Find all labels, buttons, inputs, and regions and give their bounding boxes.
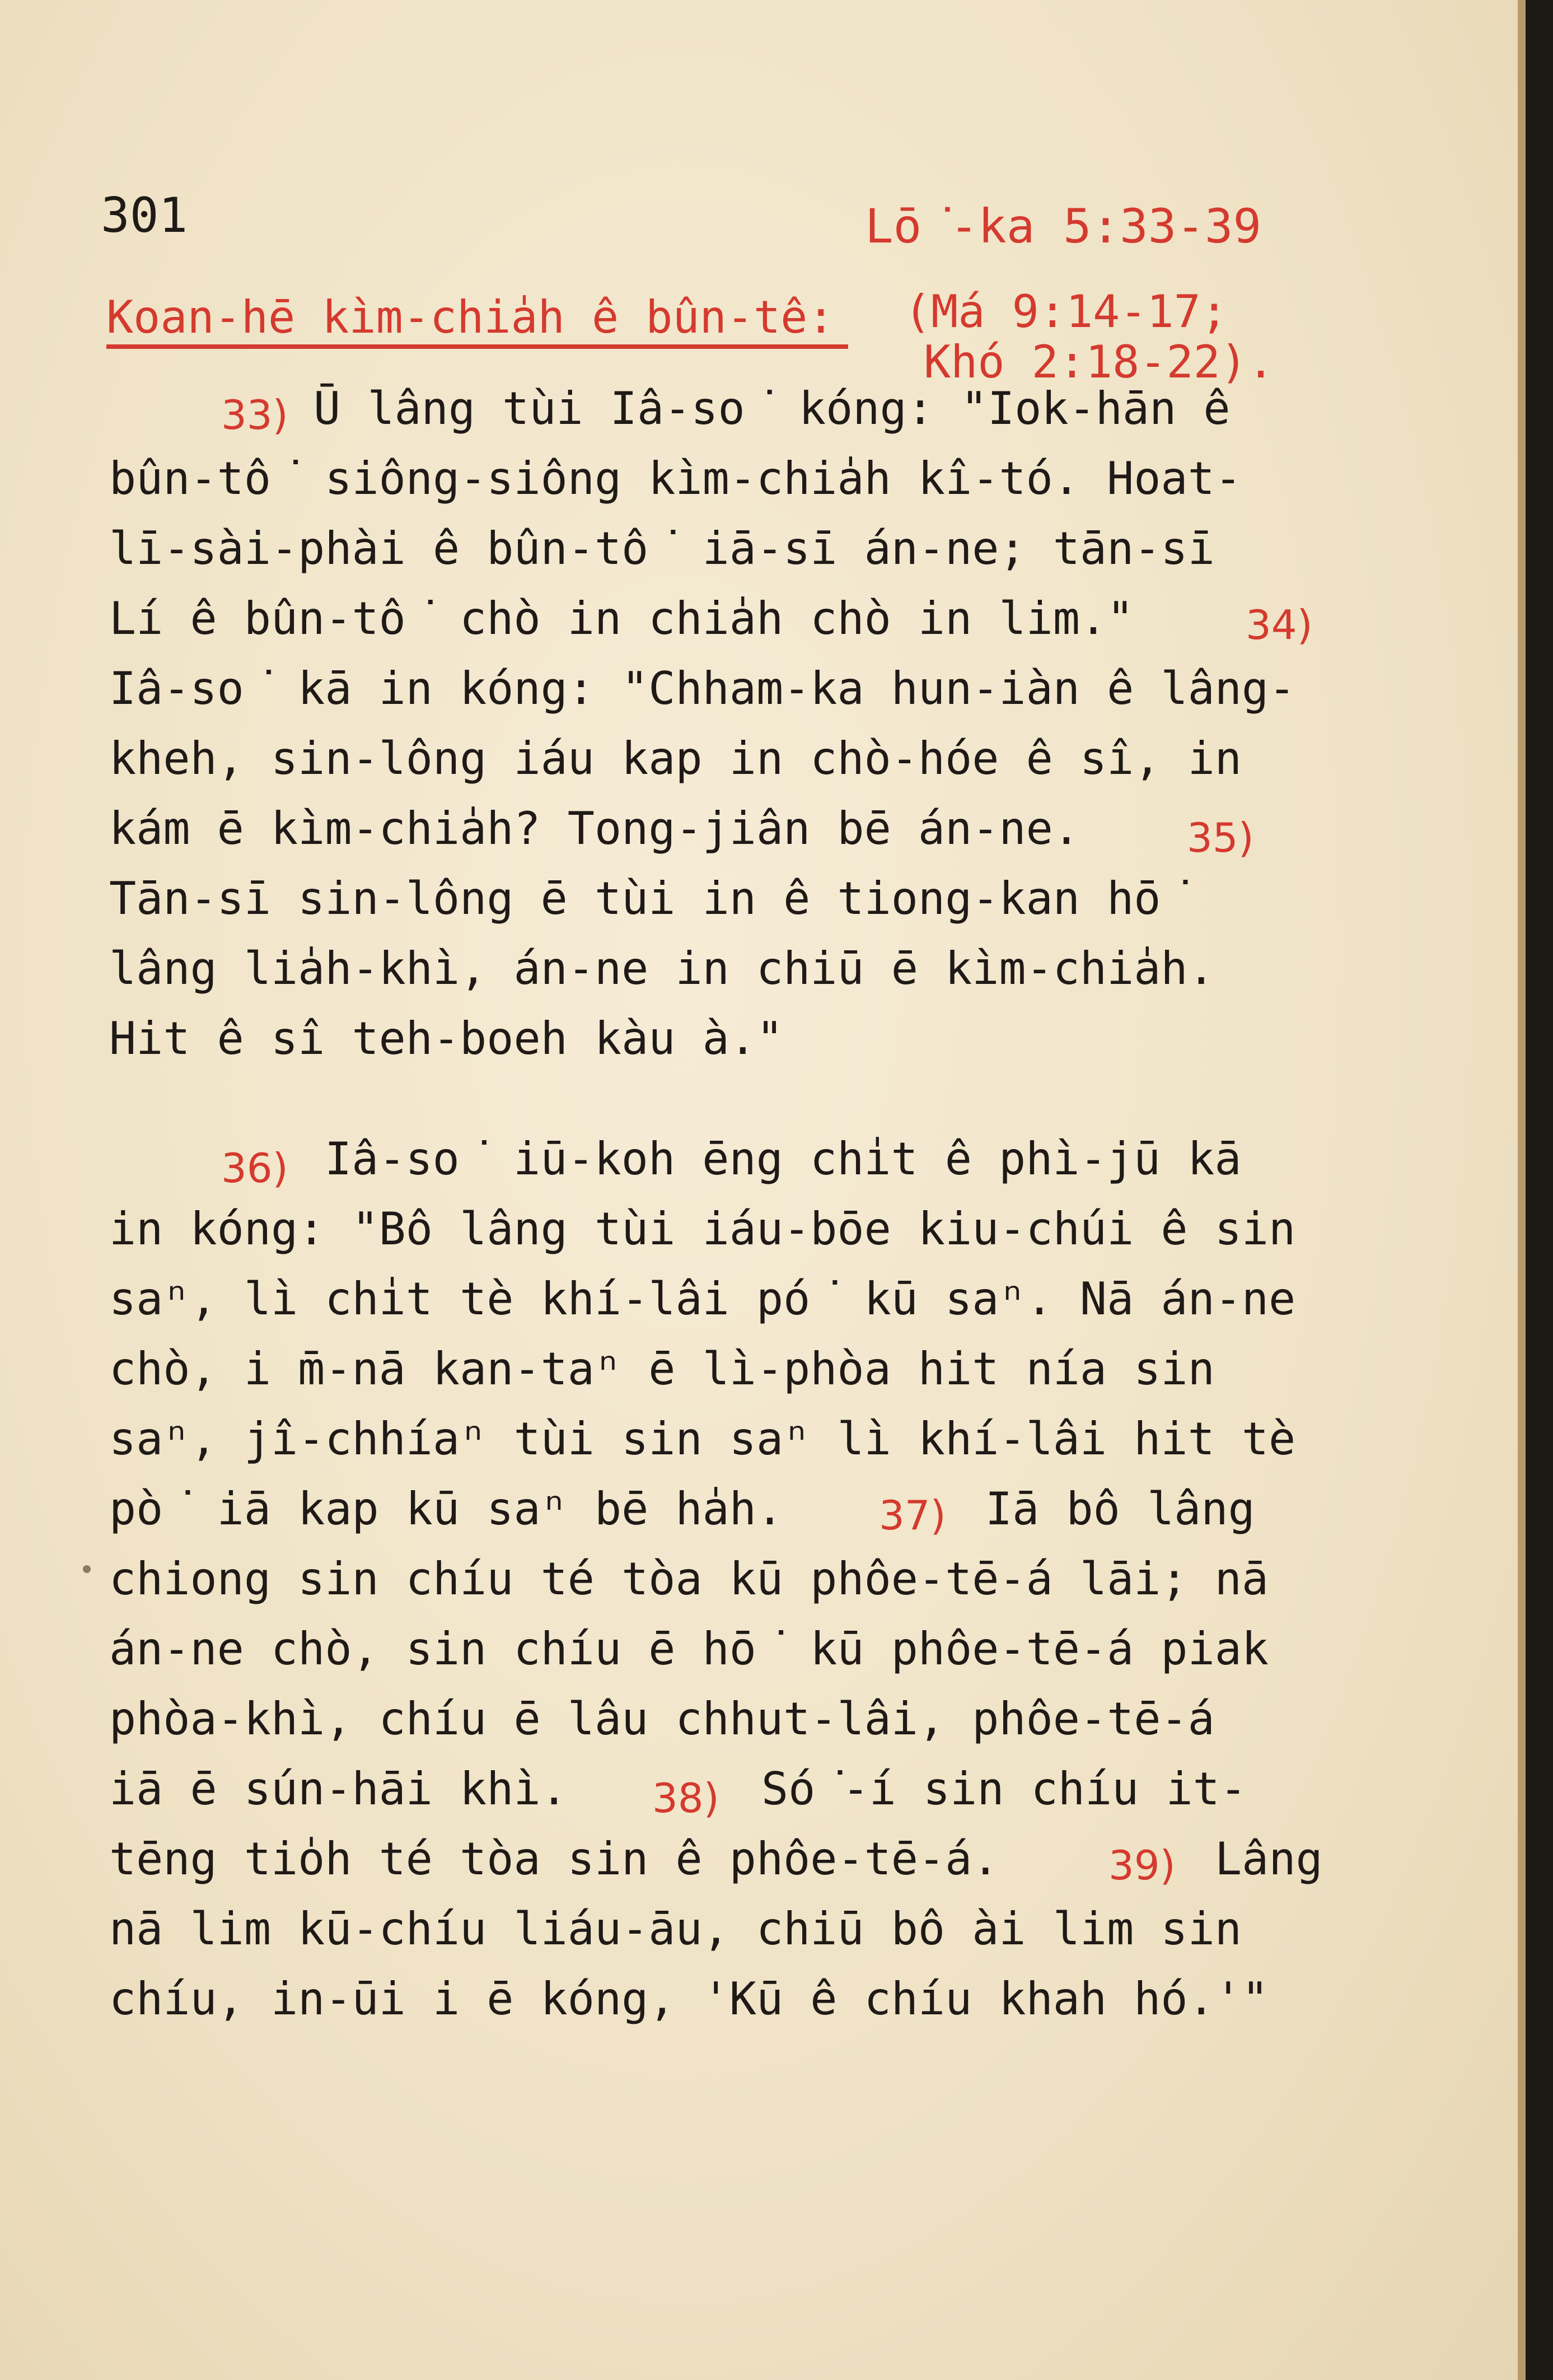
text-line: phòa-khì, chíu ē lâu chhut-lâi, phôe-tē-á xyxy=(109,1693,1215,1745)
text-line: Lí ê bûn-tô͘ chò in chia̍h chò in lim." xyxy=(109,592,1134,645)
text-line: Iā bô lâng xyxy=(985,1483,1255,1535)
text-line: saⁿ, jî-chhíaⁿ tùi sin saⁿ lì khí-lâi hit tè xyxy=(109,1413,1296,1465)
text-line: chíu, in-ūi i ē kóng, 'Kū ê chíu khah hó.'" xyxy=(109,1973,1269,2025)
verse-number-38: 38) xyxy=(652,1775,719,1822)
section-heading: Koan-hē kìm-chia̍h ê bûn-tê: xyxy=(106,291,835,343)
page-number: 301 xyxy=(101,188,188,244)
text-line: Tān-sī sin-lông ē tùi in ê tiong-kan hō͘ xyxy=(109,872,1188,925)
text-line: pò͘ iā kap kū saⁿ bē ha̍h. xyxy=(109,1483,784,1535)
verse-number-34: 34) xyxy=(1246,601,1313,648)
cross-reference-line-2: Khó 2:18-22). xyxy=(924,336,1275,388)
text-line: nā lim kū-chíu liáu-āu, chiū bô ài lim sin xyxy=(109,1903,1242,1955)
cross-reference-line-1: (Má 9:14-17; xyxy=(904,286,1228,338)
text-line: lī-sài-phài ê bûn-tô͘ iā-sī án-ne; tān-sī xyxy=(109,522,1215,575)
text-line: bûn-tô͘ siông-siông kìm-chia̍h kî-tó. Hoat- xyxy=(109,452,1242,505)
text-line: saⁿ, lì chi̍t tè khí-lâi pó͘ kū saⁿ. Nā án-ne xyxy=(109,1273,1296,1325)
text-line: iā ē sún-hāi khì. xyxy=(109,1763,568,1815)
text-line: Iâ-so͘ kā in kóng: "Chham-ka hun-iàn ê lâng- xyxy=(109,662,1296,715)
heading-underline xyxy=(106,344,848,349)
running-head: Lō͘-ka 5:33-39 xyxy=(865,199,1262,254)
text-line: kám ē kìm-chia̍h? Tong-jiân bē án-ne. xyxy=(109,802,1080,855)
text-line: Iâ-so͘ iū-koh ēng chi̍t ê phì-jū kā xyxy=(325,1133,1242,1185)
text-line: kheh, sin-lông iáu kap in chò-hóe ê sî, in xyxy=(109,732,1242,785)
text-line: lâng lia̍h-khì, án-ne in chiū ē kìm-chia̍h. xyxy=(109,942,1215,995)
verse-number-35: 35) xyxy=(1187,814,1254,861)
text-line: Hit ê sî teh-boeh kàu à." xyxy=(109,1012,784,1065)
text-line: in kóng: "Bô lâng tùi iáu-bōe kiu-chúi ê sin xyxy=(109,1203,1296,1255)
text-line: Só͘-í sin chíu it- xyxy=(761,1763,1247,1815)
text-line: chiong sin chíu té tòa kū phôe-tē-á lāi; nā xyxy=(109,1553,1269,1605)
text-line: Lâng xyxy=(1215,1833,1323,1885)
verse-number-33: 33) xyxy=(221,391,288,438)
text-line: chò, i m̄-nā kan-taⁿ ē lì-phòa hit nía sin xyxy=(109,1343,1215,1395)
text-line: án-ne chò, sin chíu ē hō͘ kū phôe-tē-á piak xyxy=(109,1623,1269,1675)
ink-spot xyxy=(83,1565,91,1573)
verse-number-36: 36) xyxy=(221,1145,288,1192)
verse-number-37: 37) xyxy=(879,1492,946,1539)
verse-number-39: 39) xyxy=(1108,1842,1176,1889)
text-line: Ū lâng tùi Iâ-so͘ kóng: "Iok-hān ê xyxy=(314,382,1231,435)
text-line: tēng tio̍h té tòa sin ê phôe-tē-á. xyxy=(109,1833,999,1885)
